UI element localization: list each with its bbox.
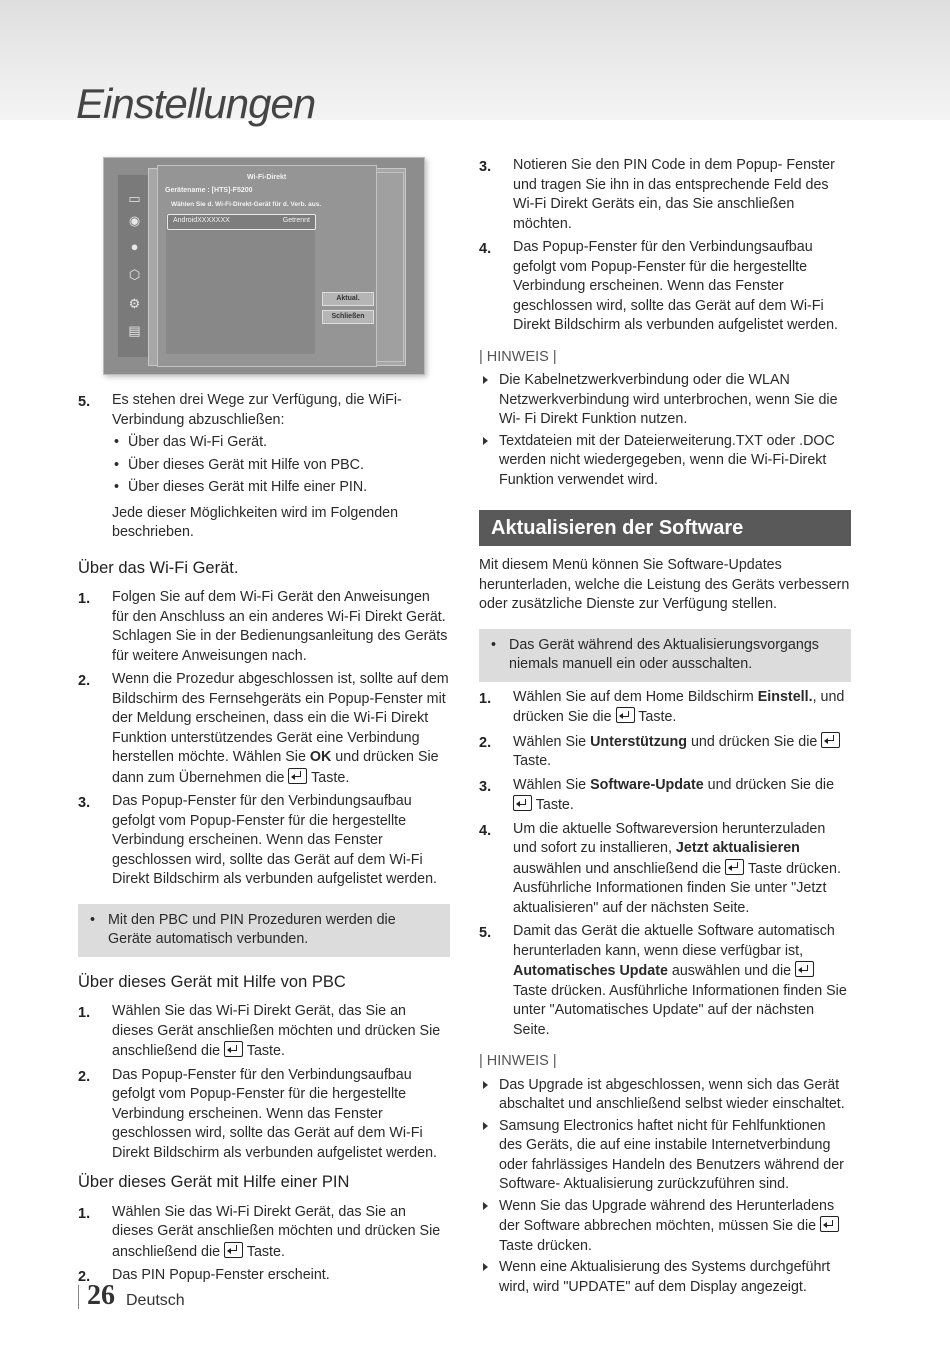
step-after-text: Jede dieser Möglichkeiten wird im Folgenden beschrieben. <box>112 504 399 540</box>
note-text: Mit den PBC und PIN Prozeduren werden die Geräte automatisch verbunden. <box>108 911 396 947</box>
text-part: Wählen Sie auf dem Home Bildschirm <box>513 688 758 705</box>
step-number: 2. <box>78 1068 91 1085</box>
text-part: Um die aktuelle Softwareversion herunterzuladen und sofort zu installieren, <box>513 820 826 856</box>
page-number: 26 <box>87 1280 115 1311</box>
text-part: und drücken Sie die <box>703 776 835 793</box>
text-part: auswählen und anschließend die <box>513 860 726 877</box>
section-intro: Mit diesem Menü können Sie Software-Updates herunterladen, welche die Leistung des Geräts verbessern oder zusätzliche Dienste zur Verfügung stellen. <box>479 557 850 612</box>
bold-term: Unterstützung <box>590 733 687 750</box>
hinweis-item <box>479 371 851 430</box>
hinweis-item <box>479 1076 851 1115</box>
section-heading-pbc: Über dieses Gerät mit Hilfe von PBC <box>78 972 346 991</box>
text-part: Taste. <box>307 769 350 786</box>
refresh-button[interactable]: Aktual. <box>322 292 374 306</box>
text-part: Wenn die Prozedur abgeschlossen ist, sollte auf dem Bildschirm des Fernsehgeräts ein Popup-Fenster mit der Meldung erscheinen, dass ein die Wi-Fi Direkt Funktion unterstützendes Gerät eine Verbindung herstellen möchte. Wählen Sie <box>112 671 449 765</box>
bold-term: Jetzt aktualisieren <box>675 840 800 856</box>
text-part: Wählen Sie das Wi-Fi Direkt Gerät, das Sie an dieses Gerät anschließen möchten und drücken Sie anschließend die <box>112 1003 441 1059</box>
enter-key-icon <box>616 707 635 723</box>
update-step-5 <box>479 922 851 1040</box>
step-text: Das PIN Popup-Fenster erscheint. <box>112 1267 330 1283</box>
pin-step-1 <box>78 1203 450 1263</box>
text-part: und drücken Sie die <box>686 733 822 750</box>
page-title: Einstellungen <box>76 80 316 127</box>
hinweis-heading: | HINWEIS | <box>479 1053 557 1069</box>
hinweis-text: Taste drücken. <box>499 1237 592 1254</box>
disc-icon: ◉ <box>128 213 141 228</box>
step-number: 3. <box>479 159 492 175</box>
step-number: 1. <box>479 690 492 707</box>
step-number: 4. <box>479 241 492 257</box>
pin-step-3 <box>479 156 851 234</box>
text-part: Taste. <box>243 1043 285 1059</box>
triangle-bullet-icon <box>483 376 488 384</box>
enter-key-icon <box>288 768 307 784</box>
enter-key-icon <box>795 961 814 977</box>
step-5 <box>78 391 450 543</box>
step-number: 4. <box>479 822 492 839</box>
step-number: 1. <box>78 1005 91 1021</box>
update-step-4 <box>479 820 851 919</box>
text-part: Taste. <box>513 753 552 769</box>
text-part: Taste. <box>243 1243 285 1260</box>
wifi-step-1 <box>78 588 450 666</box>
option-bullet: • Über dieses Gerät mit Hilfe einer PIN. <box>112 478 450 498</box>
step-text: Das Popup-Fenster für den Verbindungsaufbau gefolgt vom Popup-Fenster für die hergestellte Verbindung erscheinen. Wenn das Fenster geschlossen wird, sollte das Gerät auf dem Wi-Fi Direkt Bildschirm als verbunden aufgelistet werden. <box>513 239 839 333</box>
hinweis-text: Wenn eine Aktualisierung des Systems durchgeführt wird, wird "UPDATE" auf dem Display angezeigt. <box>499 1259 831 1295</box>
text-part: Taste drücken. Ausführliche Informationen finden Sie unter "Jetzt aktualisieren" auf der nächsten Seite. <box>513 860 841 916</box>
note-text: Das Gerät während des Aktualisierungsvorgangs niemals manuell ein oder ausschalten. <box>509 636 819 672</box>
pin-step-2 <box>78 1266 450 1286</box>
text-part: Wählen Sie <box>513 776 591 793</box>
hinweis-item <box>479 1258 851 1297</box>
book-icon: ▤ <box>128 323 141 338</box>
hinweis-text: Samsung Electronics haftet nicht für Fehlfunktionen des Geräts, die auf eine instabile Internetverbindung oder fahrlässiges Handeln des Benutzers während der Software- Aktualisierung zurückzuführen sind. <box>499 1117 844 1192</box>
bullet-icon: • <box>491 636 497 653</box>
step-text: Notieren Sie den PIN Code in dem Popup- Fenster und tragen Sie ihn in das entsprechende Feld des Wi-Fi Direkt Geräts ein, das Sie anschließen möchten. <box>513 157 835 232</box>
enter-key-icon <box>821 732 840 748</box>
step-text: Folgen Sie auf dem Wi-Fi Gerät den Anweisungen für den Anschluss an ein anderes Wi-Fi Direkt Gerät. Schlagen Sie in der Bedienungsanleitung des Geräts für weitere Anweisungen nach. <box>112 589 448 664</box>
step-text <box>513 732 851 772</box>
wifi-step-2 <box>78 670 450 788</box>
dialog-instruction: Wählen Sie d. Wi-Fi-Direkt-Gerät für d. Verb. aus. <box>171 201 322 208</box>
enter-key-icon <box>224 1041 243 1057</box>
section-heading-pin: Über dieses Gerät mit Hilfe einer PIN <box>78 1173 350 1191</box>
bullet-icon: • <box>90 911 96 928</box>
update-step-3 <box>479 776 851 816</box>
pbc-step-2 <box>78 1066 450 1164</box>
step-text: Das Popup-Fenster für den Verbindungsaufbau gefolgt vom Popup-Fenster für die hergestellte Verbindung erscheinen. Wenn das Fenster geschlossen wird, sollte das Gerät auf dem Wi-Fi Direkt Bildschirm als verbunden aufgelistet werden. <box>112 1066 438 1161</box>
step-text: Das Popup-Fenster für den Verbindungsaufbau gefolgt vom Popup-Fenster für die hergestellte Verbindung erscheinen. Wenn das Fenster geschlossen wird, sollte das Gerät auf dem Wi-Fi Direkt Bildschirm als verbunden aufgelistet werden. <box>112 793 438 887</box>
globe-icon: ● <box>130 239 139 254</box>
triangle-bullet-icon <box>483 1081 488 1089</box>
hinweis-item <box>479 1197 851 1257</box>
step-number: 5. <box>479 925 492 941</box>
hinweis-text: Das Upgrade ist abgeschlossen, wenn sich das Gerät abschaltet und anschließend selbst wieder einschaltet. <box>499 1076 845 1112</box>
dialog-title: Wi-Fi-Direkt <box>247 174 287 181</box>
bold-term: Einstell. <box>757 688 813 705</box>
footer-language: Deutsch <box>126 1292 185 1309</box>
update-step-2 <box>479 732 851 772</box>
step-text <box>513 922 851 1040</box>
text-part: Taste. <box>634 709 677 725</box>
device-row-name: AndroidXXXXXXX <box>173 217 230 224</box>
device-list <box>166 214 315 354</box>
enter-key-icon <box>513 795 532 811</box>
pbc-step-1 <box>78 1002 450 1062</box>
hinweis-item <box>479 432 851 491</box>
text-part: Damit das Gerät die aktuelle Software automatisch herunterladen kann, wenn diese verfügbar ist, <box>513 923 835 959</box>
section-title-software-update: Aktualisieren der Software <box>479 510 851 546</box>
right-column <box>479 156 851 1299</box>
text-part: Taste drücken. Ausführliche Informationen finden Sie unter "Automatisches Update" auf der nächsten Seite. <box>513 982 847 1038</box>
hinweis-heading: | HINWEIS | <box>479 348 557 365</box>
step-text <box>112 670 450 788</box>
page-header <box>0 0 950 127</box>
text-part: und drücken Sie dann zum Übernehmen die <box>112 749 439 786</box>
step-text <box>513 688 851 728</box>
option-bullet: • Über das Wi-Fi Gerät. <box>112 433 450 453</box>
option-bullet: • Über dieses Gerät mit Hilfe von PBC. <box>112 456 450 476</box>
note-box <box>78 904 450 957</box>
text-part: auswählen und die <box>667 963 796 979</box>
step-text <box>513 776 851 816</box>
bold-term: Software-Update <box>590 776 704 793</box>
wifi-direct-screenshot <box>103 157 425 375</box>
section-heading-wifi-device: Über das Wi-Fi Gerät. <box>78 558 239 577</box>
gear-icon: ⚙ <box>128 296 141 311</box>
bold-term: OK <box>309 749 332 765</box>
photo-icon: ▭ <box>128 191 141 206</box>
left-column <box>78 391 450 1290</box>
step-number: 3. <box>479 778 492 795</box>
hinweis-text: Textdateien mit der Dateierweiterung.TXT oder .DOC werden nicht wiedergegeben, wenn die Wi-Fi-Direkt Funktion verwendet wird. <box>499 432 835 488</box>
footer-divider <box>78 1285 79 1309</box>
step-number: 3. <box>78 795 91 811</box>
text-part: Wählen Sie <box>513 733 591 750</box>
triangle-bullet-icon <box>483 1122 488 1130</box>
hinweis-block-2 <box>479 1052 851 1297</box>
enter-key-icon <box>224 1242 243 1258</box>
enter-key-icon <box>725 859 744 875</box>
step-text <box>112 1203 450 1263</box>
close-button[interactable]: Schließen <box>322 310 374 324</box>
step-number: 1. <box>78 1205 91 1222</box>
hinweis-item <box>479 1117 851 1195</box>
triangle-bullet-icon <box>483 1202 488 1210</box>
device-row[interactable] <box>167 214 316 230</box>
step-number: 5. <box>78 394 91 410</box>
update-step-1 <box>479 688 851 728</box>
apps-icon: ⬡ <box>128 267 141 282</box>
pin-step-4 <box>479 238 851 336</box>
text-part: Taste. <box>532 797 574 813</box>
hinweis-block-1 <box>479 348 851 491</box>
enter-key-icon <box>820 1216 839 1232</box>
hinweis-text: Die Kabelnetzwerkverbindung oder die WLAN Netzwerkverbindung wird unterbrochen, wenn Sie die Wi- Fi Direkt Funktion nutzen. <box>499 372 838 427</box>
step-text: Es stehen drei Wege zur Verfügung, die WiFi-Verbindung abzuschließen: <box>112 392 402 428</box>
wifi-step-3 <box>78 792 450 890</box>
step-number: 2. <box>479 734 492 751</box>
text-part: Wählen Sie das Wi-Fi Direkt Gerät, das Sie an dieses Gerät anschließen möchten und drücken Sie anschließend die <box>112 1203 441 1260</box>
step-number: 1. <box>78 591 91 607</box>
hinweis-text: Wenn Sie das Upgrade während des Herunterladens der Software abbrechen möchten, müssen Sie die <box>499 1197 835 1234</box>
text-part: , und drücken Sie die <box>513 688 845 725</box>
step-number: 2. <box>78 673 91 689</box>
step-number: 2. <box>78 1269 91 1285</box>
step-text <box>112 1002 450 1062</box>
panel-back-right <box>374 172 404 362</box>
step-text <box>513 820 851 919</box>
triangle-bullet-icon <box>483 1263 488 1271</box>
device-name-label: Gerätename : [HTS]-F5200 <box>165 187 253 194</box>
triangle-bullet-icon <box>483 437 488 445</box>
bold-term: Automatisches Update <box>513 963 668 979</box>
device-row-status: Getrennt <box>282 217 310 224</box>
warning-note-box <box>479 629 851 682</box>
